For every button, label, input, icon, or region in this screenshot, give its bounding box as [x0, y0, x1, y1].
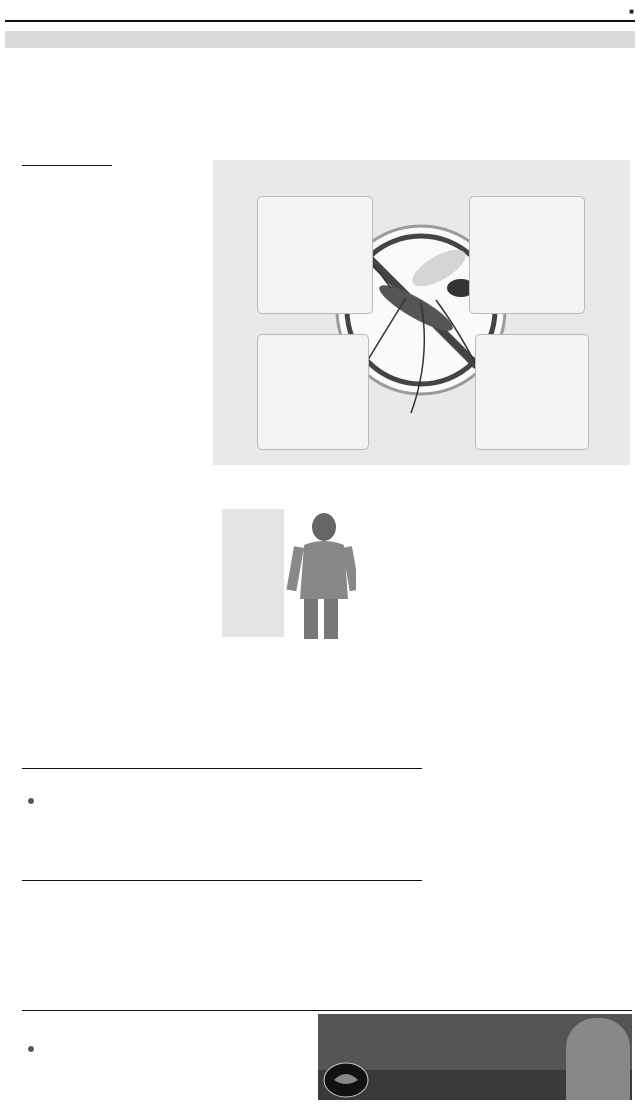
- mutirao-column-2: [537, 545, 635, 1055]
- byline-rule: [22, 165, 112, 166]
- zika-infographic: [222, 491, 419, 759]
- article-column-2: [117, 160, 208, 700]
- guillain-columns: [28, 1046, 308, 1101]
- section-bar: [5, 31, 635, 48]
- advertisement[interactable]: [318, 1014, 632, 1100]
- chikungunya-box: [257, 334, 369, 450]
- mutirao-column-1: [430, 545, 530, 1055]
- article-column-1: [22, 168, 111, 700]
- ligacao-column-1: [28, 798, 148, 805]
- zika-box: [469, 196, 585, 314]
- zika-stats-panel: [222, 509, 284, 637]
- guillain-column-1: [28, 1046, 156, 1053]
- human-figure-illustration: [286, 509, 356, 639]
- febre-amarela-box: [475, 334, 589, 450]
- dengue-box: [257, 196, 373, 314]
- bullet-icon: [28, 798, 34, 804]
- buffalo-logo-icon: [322, 1058, 370, 1098]
- ligacao-bottom-rule: [22, 880, 422, 881]
- page-bullet: ■: [626, 7, 634, 16]
- ad-chef-photo: [566, 1018, 630, 1100]
- ligacao-columns: [28, 798, 422, 870]
- ligacao-top-rule: [22, 768, 422, 769]
- dateline: [627, 6, 634, 16]
- bullet-icon: [28, 1046, 34, 1052]
- disease-infographic: [213, 160, 630, 465]
- top-rule: [5, 20, 635, 22]
- bottom-section-rule: [22, 1010, 632, 1011]
